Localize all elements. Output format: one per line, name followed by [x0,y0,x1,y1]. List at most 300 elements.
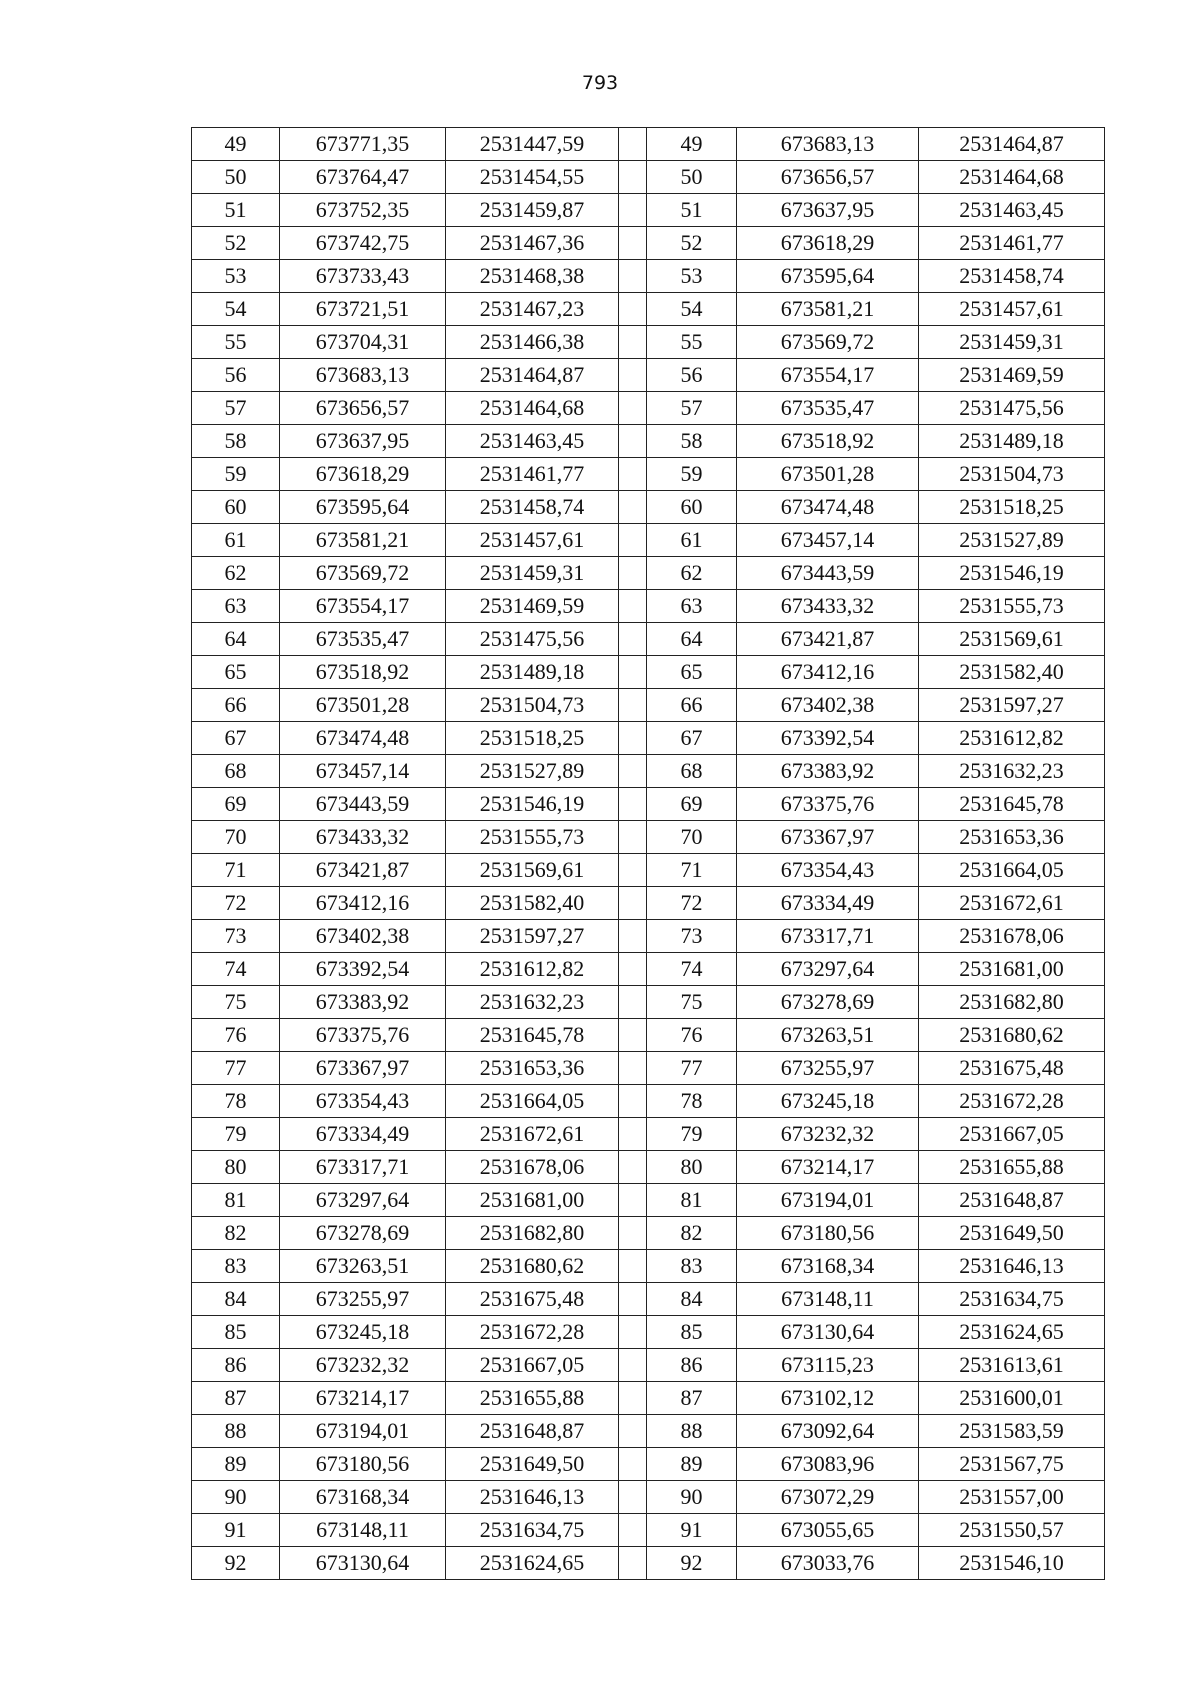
table-row [192,359,1105,392]
left-point-number: 82 [192,1217,280,1250]
table-row [192,1448,1105,1481]
table-row [192,1382,1105,1415]
right-point-number: 52 [647,227,737,260]
right-point-number: 81 [647,1184,737,1217]
table-row [192,260,1105,293]
left-point-number: 92 [192,1547,280,1580]
separator-cell [619,1349,647,1382]
separator-cell [619,1547,647,1580]
left-point-number: 76 [192,1019,280,1052]
right-x-coordinate: 673033,76 [737,1547,919,1580]
separator-cell [619,194,647,227]
separator-cell [619,1151,647,1184]
right-x-coordinate: 673412,16 [737,656,919,689]
left-x-coordinate: 673518,92 [280,656,446,689]
right-y-coordinate: 2531464,68 [919,161,1105,194]
right-x-coordinate: 673554,17 [737,359,919,392]
left-x-coordinate: 673148,11 [280,1514,446,1547]
left-point-number: 79 [192,1118,280,1151]
right-point-number: 92 [647,1547,737,1580]
right-y-coordinate: 2531681,00 [919,953,1105,986]
right-y-coordinate: 2531675,48 [919,1052,1105,1085]
left-y-coordinate: 2531467,36 [446,227,619,260]
right-x-coordinate: 673130,64 [737,1316,919,1349]
left-x-coordinate: 673771,35 [280,128,446,161]
left-x-coordinate: 673367,97 [280,1052,446,1085]
right-point-number: 78 [647,1085,737,1118]
left-y-coordinate: 2531459,31 [446,557,619,590]
separator-cell [619,425,647,458]
right-x-coordinate: 673297,64 [737,953,919,986]
separator-cell [619,1052,647,1085]
right-point-number: 62 [647,557,737,590]
left-point-number: 91 [192,1514,280,1547]
separator-cell [619,1085,647,1118]
right-y-coordinate: 2531459,31 [919,326,1105,359]
right-y-coordinate: 2531653,36 [919,821,1105,854]
left-point-number: 55 [192,326,280,359]
left-y-coordinate: 2531459,87 [446,194,619,227]
right-x-coordinate: 673214,17 [737,1151,919,1184]
left-y-coordinate: 2531458,74 [446,491,619,524]
left-point-number: 65 [192,656,280,689]
left-point-number: 75 [192,986,280,1019]
right-point-number: 49 [647,128,737,161]
left-x-coordinate: 673130,64 [280,1547,446,1580]
table-row [192,326,1105,359]
left-y-coordinate: 2531664,05 [446,1085,619,1118]
left-y-coordinate: 2531489,18 [446,656,619,689]
right-y-coordinate: 2531546,10 [919,1547,1105,1580]
left-point-number: 78 [192,1085,280,1118]
left-x-coordinate: 673569,72 [280,557,446,590]
right-y-coordinate: 2531546,19 [919,557,1105,590]
right-x-coordinate: 673180,56 [737,1217,919,1250]
right-y-coordinate: 2531583,59 [919,1415,1105,1448]
right-x-coordinate: 673072,29 [737,1481,919,1514]
right-y-coordinate: 2531655,88 [919,1151,1105,1184]
left-y-coordinate: 2531555,73 [446,821,619,854]
right-point-number: 71 [647,854,737,887]
left-point-number: 54 [192,293,280,326]
table-row [192,491,1105,524]
left-x-coordinate: 673581,21 [280,524,446,557]
table-row [192,722,1105,755]
left-x-coordinate: 673764,47 [280,161,446,194]
left-point-number: 64 [192,623,280,656]
separator-cell [619,491,647,524]
left-x-coordinate: 673375,76 [280,1019,446,1052]
table-row [192,986,1105,1019]
table-row [192,1052,1105,1085]
left-point-number: 59 [192,458,280,491]
left-x-coordinate: 673742,75 [280,227,446,260]
left-y-coordinate: 2531475,56 [446,623,619,656]
right-point-number: 58 [647,425,737,458]
right-y-coordinate: 2531463,45 [919,194,1105,227]
left-y-coordinate: 2531518,25 [446,722,619,755]
separator-cell [619,359,647,392]
left-y-coordinate: 2531645,78 [446,1019,619,1052]
table-row [192,623,1105,656]
left-point-number: 62 [192,557,280,590]
left-y-coordinate: 2531464,87 [446,359,619,392]
separator-cell [619,1118,647,1151]
right-x-coordinate: 673443,59 [737,557,919,590]
left-x-coordinate: 673168,34 [280,1481,446,1514]
left-point-number: 85 [192,1316,280,1349]
left-y-coordinate: 2531653,36 [446,1052,619,1085]
table-row [192,425,1105,458]
right-y-coordinate: 2531569,61 [919,623,1105,656]
left-point-number: 49 [192,128,280,161]
right-point-number: 89 [647,1448,737,1481]
table-row [192,1415,1105,1448]
right-y-coordinate: 2531646,13 [919,1250,1105,1283]
left-x-coordinate: 673752,35 [280,194,446,227]
right-y-coordinate: 2531504,73 [919,458,1105,491]
left-y-coordinate: 2531454,55 [446,161,619,194]
right-y-coordinate: 2531550,57 [919,1514,1105,1547]
right-point-number: 66 [647,689,737,722]
right-point-number: 85 [647,1316,737,1349]
right-y-coordinate: 2531624,65 [919,1316,1105,1349]
right-x-coordinate: 673618,29 [737,227,919,260]
left-point-number: 89 [192,1448,280,1481]
table-row [192,293,1105,326]
right-y-coordinate: 2531680,62 [919,1019,1105,1052]
right-x-coordinate: 673168,34 [737,1250,919,1283]
right-y-coordinate: 2531458,74 [919,260,1105,293]
separator-cell [619,293,647,326]
right-y-coordinate: 2531682,80 [919,986,1105,1019]
left-point-number: 67 [192,722,280,755]
left-point-number: 83 [192,1250,280,1283]
right-y-coordinate: 2531612,82 [919,722,1105,755]
table-row [192,128,1105,161]
left-x-coordinate: 673214,17 [280,1382,446,1415]
coordinates-table [191,127,1105,1580]
left-point-number: 90 [192,1481,280,1514]
right-x-coordinate: 673656,57 [737,161,919,194]
right-y-coordinate: 2531469,59 [919,359,1105,392]
left-y-coordinate: 2531648,87 [446,1415,619,1448]
left-y-coordinate: 2531469,59 [446,590,619,623]
table-row [192,1349,1105,1382]
right-point-number: 63 [647,590,737,623]
left-x-coordinate: 673683,13 [280,359,446,392]
table-row [192,953,1105,986]
right-y-coordinate: 2531557,00 [919,1481,1105,1514]
right-point-number: 67 [647,722,737,755]
right-y-coordinate: 2531645,78 [919,788,1105,821]
right-point-number: 80 [647,1151,737,1184]
left-point-number: 51 [192,194,280,227]
separator-cell [619,161,647,194]
left-y-coordinate: 2531675,48 [446,1283,619,1316]
right-point-number: 75 [647,986,737,1019]
table-row [192,689,1105,722]
left-y-coordinate: 2531672,61 [446,1118,619,1151]
left-y-coordinate: 2531569,61 [446,854,619,887]
separator-cell [619,656,647,689]
table-row [192,1019,1105,1052]
left-y-coordinate: 2531527,89 [446,755,619,788]
left-y-coordinate: 2531672,28 [446,1316,619,1349]
left-x-coordinate: 673433,32 [280,821,446,854]
right-y-coordinate: 2531597,27 [919,689,1105,722]
coordinates-table-body [192,128,1105,1580]
right-point-number: 77 [647,1052,737,1085]
table-row [192,1250,1105,1283]
right-point-number: 68 [647,755,737,788]
right-point-number: 64 [647,623,737,656]
right-y-coordinate: 2531464,87 [919,128,1105,161]
left-y-coordinate: 2531461,77 [446,458,619,491]
right-x-coordinate: 673263,51 [737,1019,919,1052]
right-y-coordinate: 2531664,05 [919,854,1105,887]
page-number: 793 [581,72,619,94]
separator-cell [619,557,647,590]
right-point-number: 65 [647,656,737,689]
table-row [192,1184,1105,1217]
left-point-number: 86 [192,1349,280,1382]
left-point-number: 60 [192,491,280,524]
left-point-number: 70 [192,821,280,854]
right-y-coordinate: 2531600,01 [919,1382,1105,1415]
separator-cell [619,920,647,953]
right-y-coordinate: 2531475,56 [919,392,1105,425]
left-y-coordinate: 2531466,38 [446,326,619,359]
left-point-number: 66 [192,689,280,722]
right-x-coordinate: 673334,49 [737,887,919,920]
left-point-number: 80 [192,1151,280,1184]
table-row [192,920,1105,953]
left-point-number: 52 [192,227,280,260]
left-x-coordinate: 673383,92 [280,986,446,1019]
left-point-number: 71 [192,854,280,887]
table-row [192,458,1105,491]
left-y-coordinate: 2531612,82 [446,953,619,986]
right-x-coordinate: 673092,64 [737,1415,919,1448]
separator-cell [619,1415,647,1448]
left-x-coordinate: 673194,01 [280,1415,446,1448]
right-y-coordinate: 2531667,05 [919,1118,1105,1151]
left-x-coordinate: 673297,64 [280,1184,446,1217]
right-point-number: 50 [647,161,737,194]
right-y-coordinate: 2531461,77 [919,227,1105,260]
left-x-coordinate: 673354,43 [280,1085,446,1118]
right-x-coordinate: 673637,95 [737,194,919,227]
left-point-number: 61 [192,524,280,557]
right-x-coordinate: 673518,92 [737,425,919,458]
right-point-number: 82 [647,1217,737,1250]
left-x-coordinate: 673535,47 [280,623,446,656]
table-row [192,1514,1105,1547]
right-point-number: 54 [647,293,737,326]
right-x-coordinate: 673278,69 [737,986,919,1019]
table-row [192,557,1105,590]
right-point-number: 69 [647,788,737,821]
right-y-coordinate: 2531489,18 [919,425,1105,458]
right-x-coordinate: 673501,28 [737,458,919,491]
left-point-number: 74 [192,953,280,986]
left-y-coordinate: 2531463,45 [446,425,619,458]
left-y-coordinate: 2531646,13 [446,1481,619,1514]
left-point-number: 63 [192,590,280,623]
separator-cell [619,1316,647,1349]
right-x-coordinate: 673383,92 [737,755,919,788]
right-point-number: 91 [647,1514,737,1547]
separator-cell [619,755,647,788]
left-y-coordinate: 2531632,23 [446,986,619,1019]
separator-cell [619,392,647,425]
right-x-coordinate: 673402,38 [737,689,919,722]
left-point-number: 81 [192,1184,280,1217]
left-y-coordinate: 2531447,59 [446,128,619,161]
right-point-number: 70 [647,821,737,854]
right-x-coordinate: 673255,97 [737,1052,919,1085]
right-x-coordinate: 673317,71 [737,920,919,953]
left-x-coordinate: 673317,71 [280,1151,446,1184]
right-x-coordinate: 673367,97 [737,821,919,854]
table-row [192,1316,1105,1349]
right-x-coordinate: 673102,12 [737,1382,919,1415]
right-x-coordinate: 673595,64 [737,260,919,293]
table-row [192,1118,1105,1151]
table-row [192,1283,1105,1316]
right-x-coordinate: 673392,54 [737,722,919,755]
table-row [192,161,1105,194]
left-y-coordinate: 2531546,19 [446,788,619,821]
right-x-coordinate: 673581,21 [737,293,919,326]
left-x-coordinate: 673457,14 [280,755,446,788]
table-row [192,1217,1105,1250]
right-point-number: 90 [647,1481,737,1514]
left-point-number: 58 [192,425,280,458]
table-row [192,392,1105,425]
left-x-coordinate: 673263,51 [280,1250,446,1283]
separator-cell [619,722,647,755]
right-y-coordinate: 2531678,06 [919,920,1105,953]
left-y-coordinate: 2531504,73 [446,689,619,722]
left-y-coordinate: 2531649,50 [446,1448,619,1481]
right-x-coordinate: 673354,43 [737,854,919,887]
left-point-number: 56 [192,359,280,392]
left-y-coordinate: 2531667,05 [446,1349,619,1382]
right-point-number: 87 [647,1382,737,1415]
right-point-number: 79 [647,1118,737,1151]
left-point-number: 69 [192,788,280,821]
left-x-coordinate: 673554,17 [280,590,446,623]
separator-cell [619,458,647,491]
separator-cell [619,1283,647,1316]
right-y-coordinate: 2531632,23 [919,755,1105,788]
left-x-coordinate: 673637,95 [280,425,446,458]
right-y-coordinate: 2531649,50 [919,1217,1105,1250]
left-point-number: 50 [192,161,280,194]
left-y-coordinate: 2531624,65 [446,1547,619,1580]
left-y-coordinate: 2531582,40 [446,887,619,920]
table-row [192,227,1105,260]
right-x-coordinate: 673421,87 [737,623,919,656]
table-row [192,887,1105,920]
right-y-coordinate: 2531648,87 [919,1184,1105,1217]
right-x-coordinate: 673083,96 [737,1448,919,1481]
separator-cell [619,1481,647,1514]
right-point-number: 60 [647,491,737,524]
right-y-coordinate: 2531527,89 [919,524,1105,557]
separator-cell [619,1514,647,1547]
right-x-coordinate: 673055,65 [737,1514,919,1547]
left-x-coordinate: 673402,38 [280,920,446,953]
table-row [192,524,1105,557]
separator-cell [619,623,647,656]
table-row [192,1547,1105,1580]
table-row [192,590,1105,623]
table-row [192,194,1105,227]
left-x-coordinate: 673501,28 [280,689,446,722]
separator-cell [619,1184,647,1217]
right-point-number: 61 [647,524,737,557]
separator-cell [619,1019,647,1052]
left-x-coordinate: 673255,97 [280,1283,446,1316]
left-x-coordinate: 673180,56 [280,1448,446,1481]
separator-cell [619,1382,647,1415]
right-x-coordinate: 673535,47 [737,392,919,425]
separator-cell [619,128,647,161]
left-y-coordinate: 2531634,75 [446,1514,619,1547]
right-point-number: 88 [647,1415,737,1448]
table-row [192,788,1105,821]
right-point-number: 55 [647,326,737,359]
separator-cell [619,953,647,986]
left-x-coordinate: 673443,59 [280,788,446,821]
left-x-coordinate: 673421,87 [280,854,446,887]
table-row [192,854,1105,887]
right-y-coordinate: 2531672,28 [919,1085,1105,1118]
right-x-coordinate: 673194,01 [737,1184,919,1217]
left-x-coordinate: 673618,29 [280,458,446,491]
left-x-coordinate: 673595,64 [280,491,446,524]
left-y-coordinate: 2531655,88 [446,1382,619,1415]
left-point-number: 84 [192,1283,280,1316]
left-point-number: 68 [192,755,280,788]
left-x-coordinate: 673392,54 [280,953,446,986]
right-point-number: 86 [647,1349,737,1382]
right-point-number: 51 [647,194,737,227]
right-point-number: 59 [647,458,737,491]
separator-cell [619,590,647,623]
separator-cell [619,689,647,722]
right-x-coordinate: 673375,76 [737,788,919,821]
left-point-number: 73 [192,920,280,953]
separator-cell [619,1250,647,1283]
left-x-coordinate: 673721,51 [280,293,446,326]
right-point-number: 72 [647,887,737,920]
right-point-number: 76 [647,1019,737,1052]
separator-cell [619,788,647,821]
separator-cell [619,986,647,1019]
left-y-coordinate: 2531682,80 [446,1217,619,1250]
right-point-number: 57 [647,392,737,425]
left-point-number: 77 [192,1052,280,1085]
table-row [192,656,1105,689]
left-y-coordinate: 2531680,62 [446,1250,619,1283]
right-point-number: 56 [647,359,737,392]
right-y-coordinate: 2531518,25 [919,491,1105,524]
left-y-coordinate: 2531468,38 [446,260,619,293]
